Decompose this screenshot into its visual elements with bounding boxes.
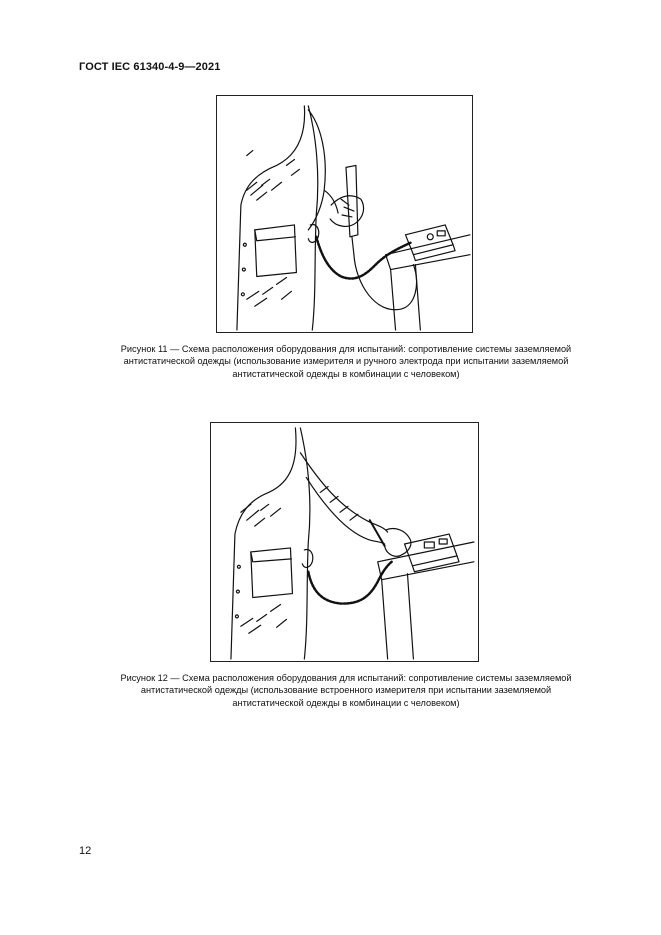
bench: [378, 542, 474, 659]
coat-outline: [237, 106, 305, 330]
coat-back: [300, 428, 309, 659]
caption-line: антистатической одежды в комбинации с человеком): [232, 697, 460, 708]
sleeve: [300, 453, 387, 532]
coat-outline: [231, 428, 296, 659]
caption-line: антистатической одежды (использование встроенного измерителя при испытании заземляемой: [140, 685, 552, 696]
resistance-meter: [404, 534, 457, 566]
caption-line: антистатической одежды в комбинации с человеком): [232, 368, 460, 379]
pocket: [251, 548, 293, 598]
document-header: ГОСТ IEC 61340-4-9—2021: [79, 61, 221, 73]
figure-11-illustration: [216, 95, 473, 333]
caption-line: Рисунок 11 — Схема расположения оборудования для испытаний: сопротивление системы заземляемой: [120, 344, 572, 354]
figure-12-caption: [90, 672, 602, 709]
coiled-cord: [316, 237, 410, 279]
figure-12-illustration: [210, 422, 479, 662]
figure-12-drawing: [211, 423, 478, 661]
pocket: [255, 225, 297, 277]
page-number: 12: [79, 845, 92, 857]
hand: [330, 196, 363, 227]
figure-11-caption: [90, 343, 602, 380]
caption-line: антистатической одежды (использование измерителя и ручного электрода при испытании заземляемой: [123, 356, 569, 367]
figure-11-drawing: [217, 96, 472, 332]
caption-line: Рисунок 12 — Схема расположения оборудования для испытаний: сопротивление системы заземляемой: [120, 673, 572, 683]
